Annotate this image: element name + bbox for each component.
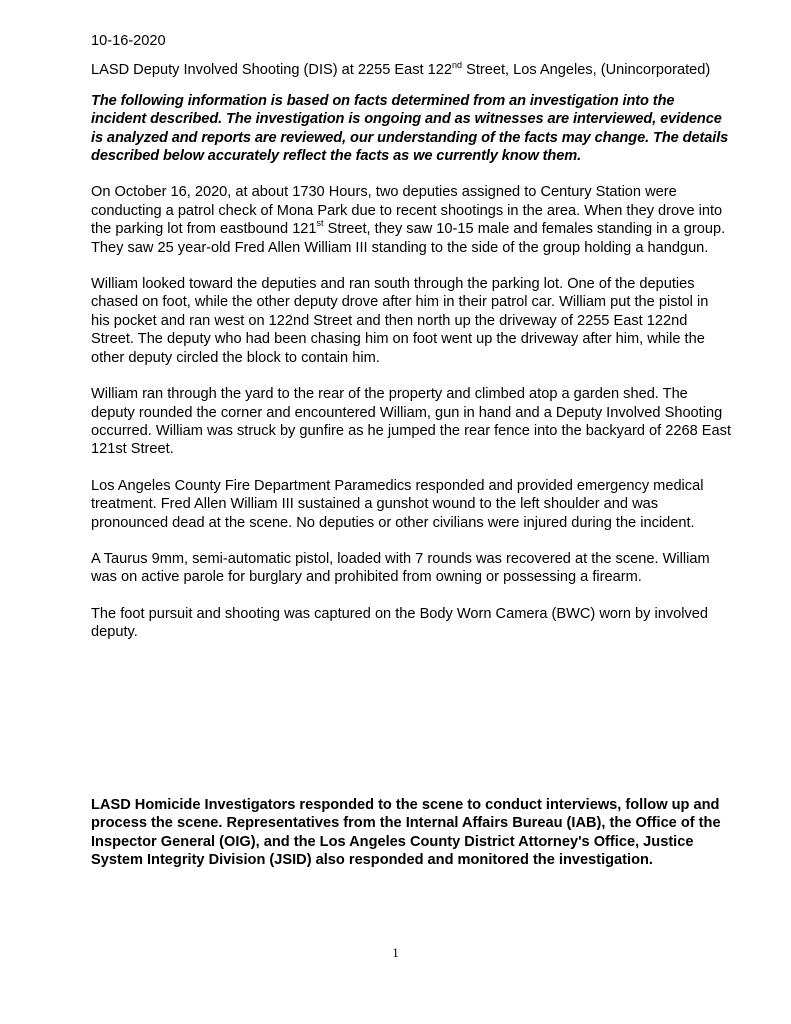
incident-paragraph-2: William looked toward the deputies and ran south through the parking lot. One of the deputies chased on foot, while the other deputy drove after him in their patrol car. William put the pistol in his pocket and ran west on 122nd Street and then north up the driveway of 2255 East 122nd Street. The deputy who had been chasing him on foot went up the driveway after him, while the other deputy circled the block to contain him. bbox=[91, 276, 709, 366]
title-ordinal-suffix: nd bbox=[452, 59, 463, 70]
paragraph-1-text-start: On October 16, 2020, at about 1730 Hours, two deputies assigned to Century Station were conducting a patrol check of Mona Park due to recent shootings in the area. When they drove into the parking lot from eastbound 121 bbox=[91, 184, 723, 238]
incident-paragraph-1 bbox=[91, 183, 731, 257]
incident-paragraph-5: A Taurus 9mm, semi-automatic pistol, loaded with 7 rounds was recovered at the scene. William was on active parole for burglary and prohibited from owning or possessing a firearm. bbox=[91, 550, 710, 586]
document-date: 10-16-2020 bbox=[91, 33, 166, 49]
incident-paragraph-6: The foot pursuit and shooting was captured on the Body Worn Camera (BWC) worn by involved deputy. bbox=[91, 605, 709, 641]
incident-paragraph-4: Los Angeles County Fire Department Paramedics responded and provided emergency medical treatment. Fred Allen William III sustained a gunshot wound to the left shoulder and was pronounced dead at the scene. No deputies or other civilians were injured during the incident. bbox=[91, 477, 704, 531]
title-text-end: Street, Los Angeles, (Unincorporated) bbox=[462, 62, 711, 79]
closing-paragraph: LASD Homicide Investigators responded to the scene to conduct interviews, follow up and process the scene. Representatives from the Internal Affairs Bureau (IAB), the Office of the Inspector General (OIG), and the Los Angeles County District Attorney's Office, Justice System Integrity Division (JSID) also responded and monitored the investigation. bbox=[91, 797, 721, 869]
paragraph-1-ordinal-suffix: st bbox=[316, 218, 324, 229]
title-text-start: LASD Deputy Involved Shooting (DIS) at 2255 East 122 bbox=[91, 62, 453, 79]
paragraph-1-text-end: Street, they saw 10-15 male and females standing in a group. They saw 25 year-old Fred Allen William III standing to the side of the group holding a handgun. bbox=[91, 221, 726, 256]
document-page bbox=[91, 32, 732, 869]
disclaimer-paragraph: The following information is based on facts determined from an investigation into the incident described. The investigation is ongoing and as witnesses are interviewed, evidence is analyzed and reports are reviewed, our understanding of the facts may change. The details described below accurately reflect the facts as we currently know them. bbox=[91, 92, 729, 165]
page-number: 1 bbox=[392, 945, 399, 960]
document-title bbox=[91, 61, 731, 79]
incident-paragraph-3: William ran through the yard to the rear of the property and climbed atop a garden shed. The deputy rounded the corner and encountered William, gun in hand and a Deputy Involved Shooting occurred. William was struck by gunfire as he jumped the rear fence into the backyard of 2268 East 121st Street. bbox=[91, 386, 732, 458]
